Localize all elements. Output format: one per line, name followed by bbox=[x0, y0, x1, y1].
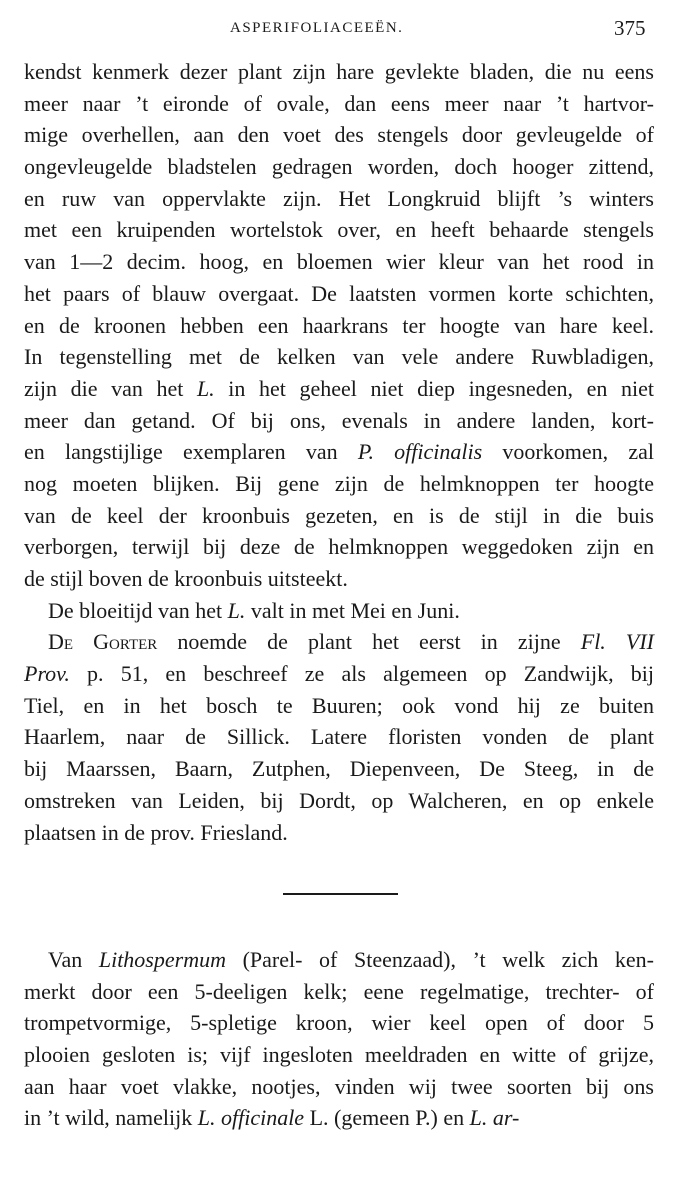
text-run: met een kruipenden wortelstok over, en heeft behaarde stengels bbox=[24, 217, 654, 243]
text-line bbox=[24, 88, 654, 120]
text-line bbox=[24, 817, 654, 849]
text-line bbox=[24, 119, 654, 151]
italic-text: L. bbox=[227, 597, 246, 623]
text-run: en langstijlige exemplaren van bbox=[24, 439, 358, 465]
section-divider bbox=[283, 893, 398, 895]
text-run: kendst kenmerk dezer plant zijn hare gevlekte bladen, die nu eens bbox=[24, 59, 654, 84]
text-line bbox=[24, 214, 654, 246]
text-line bbox=[24, 563, 654, 595]
page-number: 375 bbox=[614, 16, 646, 40]
running-title: ASPERIFOLIACEEËN. bbox=[230, 20, 404, 36]
text-run: de stijl boven de kroonbuis uitsteekt. bbox=[24, 566, 348, 591]
text-run: en ruw van oppervlakte zijn. Het Longkruid blijft ’s winters bbox=[24, 185, 654, 211]
text-run: noemde de plant het eerst in zijne bbox=[157, 629, 581, 655]
text-line bbox=[24, 405, 654, 437]
text-line bbox=[24, 785, 654, 817]
text-run: L. (gemeen P.) en bbox=[304, 1105, 470, 1131]
text-line bbox=[24, 151, 654, 183]
text-run: ongevleugelde bladstelen gedragen worden, doch hooger zittend, bbox=[24, 154, 654, 180]
text-line bbox=[24, 246, 654, 278]
text-line bbox=[24, 500, 654, 532]
text-run: omstreken van Leiden, bij Dordt, op Walcheren, en op enkele bbox=[24, 787, 654, 813]
text-run: voorkomen, zal bbox=[482, 439, 654, 465]
text-line bbox=[24, 944, 654, 976]
text-line bbox=[24, 753, 654, 785]
italic-text: L. bbox=[196, 375, 215, 401]
text-run: trompetvormige, 5-spletige kroon, wier keel open of door 5 bbox=[24, 1010, 654, 1036]
text-line bbox=[24, 595, 654, 627]
text-line bbox=[24, 626, 654, 658]
text-run: verborgen, terwijl bij deze de helmknoppen weggedoken zijn en bbox=[24, 534, 654, 560]
text-run: Van bbox=[48, 947, 99, 972]
text-line bbox=[24, 341, 654, 373]
text-line bbox=[24, 1071, 654, 1103]
text-run: De bloeitijd van het bbox=[48, 597, 228, 623]
small-caps-text: De Gorter bbox=[48, 629, 158, 655]
text-line bbox=[24, 373, 654, 405]
text-run: meer naar ’t eironde of ovale, dan eens meer naar ’t hartvor- bbox=[24, 90, 654, 116]
italic-text: Fl. VII bbox=[580, 629, 654, 655]
paragraph bbox=[24, 595, 654, 627]
text-run: van 1—2 decim. hoog, en bloemen wier kleur van het rood in bbox=[24, 249, 654, 275]
paragraph bbox=[24, 56, 654, 595]
paragraph bbox=[24, 626, 654, 848]
text-line bbox=[24, 1039, 654, 1071]
text-run: Tiel, en in het bosch te Buuren; ook vond hij ze buiten bbox=[24, 692, 654, 718]
running-head bbox=[0, 14, 678, 44]
text-run: in ’t wild, namelijk bbox=[24, 1105, 198, 1131]
text-line bbox=[24, 1102, 654, 1134]
text-line bbox=[24, 183, 654, 215]
text-run: In tegenstelling met de kelken van vele andere Ruwbladigen, bbox=[24, 344, 654, 370]
text-line bbox=[24, 468, 654, 500]
text-line bbox=[24, 310, 654, 342]
text-run: van de keel der kroonbuis gezeten, en is de stijl in die buis bbox=[24, 502, 654, 528]
text-line bbox=[24, 690, 654, 722]
text-run: in het geheel niet diep ingesneden, en niet bbox=[214, 375, 655, 401]
text-run: meer dan getand. Of bij ons, evenals in andere landen, kort- bbox=[24, 407, 654, 433]
text-line bbox=[24, 56, 654, 88]
text-run: plooien gesloten is; vijf ingesloten meeldraden en witte of grijze, bbox=[24, 1042, 654, 1068]
text-run: Haarlem, naar de Sillick. Latere floristen vonden de plant bbox=[24, 724, 654, 750]
text-run: bij Maarssen, Baarn, Zutphen, Diepenveen, De Steeg, in de bbox=[24, 756, 654, 782]
text-run: mige overhellen, aan den voet des stengels door gevleugelde of bbox=[24, 122, 654, 148]
text-run: merkt door een 5-deeligen kelk; eene regelmatige, trechter- of bbox=[24, 978, 654, 1004]
text-run: p. 51, en beschreef ze als algemeen op Zandwijk, bij bbox=[69, 661, 654, 687]
text-run: zijn die van het bbox=[24, 375, 197, 401]
text-run: aan haar voet vlakke, nootjes, vinden wij twee soorten bij ons bbox=[24, 1073, 654, 1099]
italic-text: P. officinalis bbox=[357, 439, 483, 465]
italic-text: Prov. bbox=[24, 661, 70, 687]
paragraph bbox=[24, 944, 654, 1134]
text-line bbox=[24, 436, 654, 468]
text-line bbox=[24, 531, 654, 563]
italic-text: L. officinale bbox=[197, 1105, 305, 1131]
italic-text: Lithospermum bbox=[98, 947, 226, 972]
text-run: (Parel- of Steenzaad), ’t welk zich ken- bbox=[225, 947, 655, 972]
text-line bbox=[24, 1007, 654, 1039]
text-line bbox=[24, 721, 654, 753]
body-text bbox=[24, 56, 654, 848]
text-line bbox=[24, 278, 654, 310]
text-run: het paars of blauw overgaat. De laatsten vormen korte schichten, bbox=[24, 280, 654, 306]
text-run: nog moeten blijken. Bij gene zijn de helmknoppen ter hoogte bbox=[24, 470, 654, 496]
body-text-continued bbox=[24, 944, 654, 1134]
text-run: en de kroonen hebben een haarkrans ter hoogte van hare keel. bbox=[24, 312, 654, 338]
text-run: plaatsen in de prov. Friesland. bbox=[24, 819, 288, 845]
text-run: valt in met Mei en Juni. bbox=[245, 597, 460, 623]
text-line bbox=[24, 658, 654, 690]
italic-text: L. ar- bbox=[469, 1105, 520, 1131]
text-line bbox=[24, 976, 654, 1008]
